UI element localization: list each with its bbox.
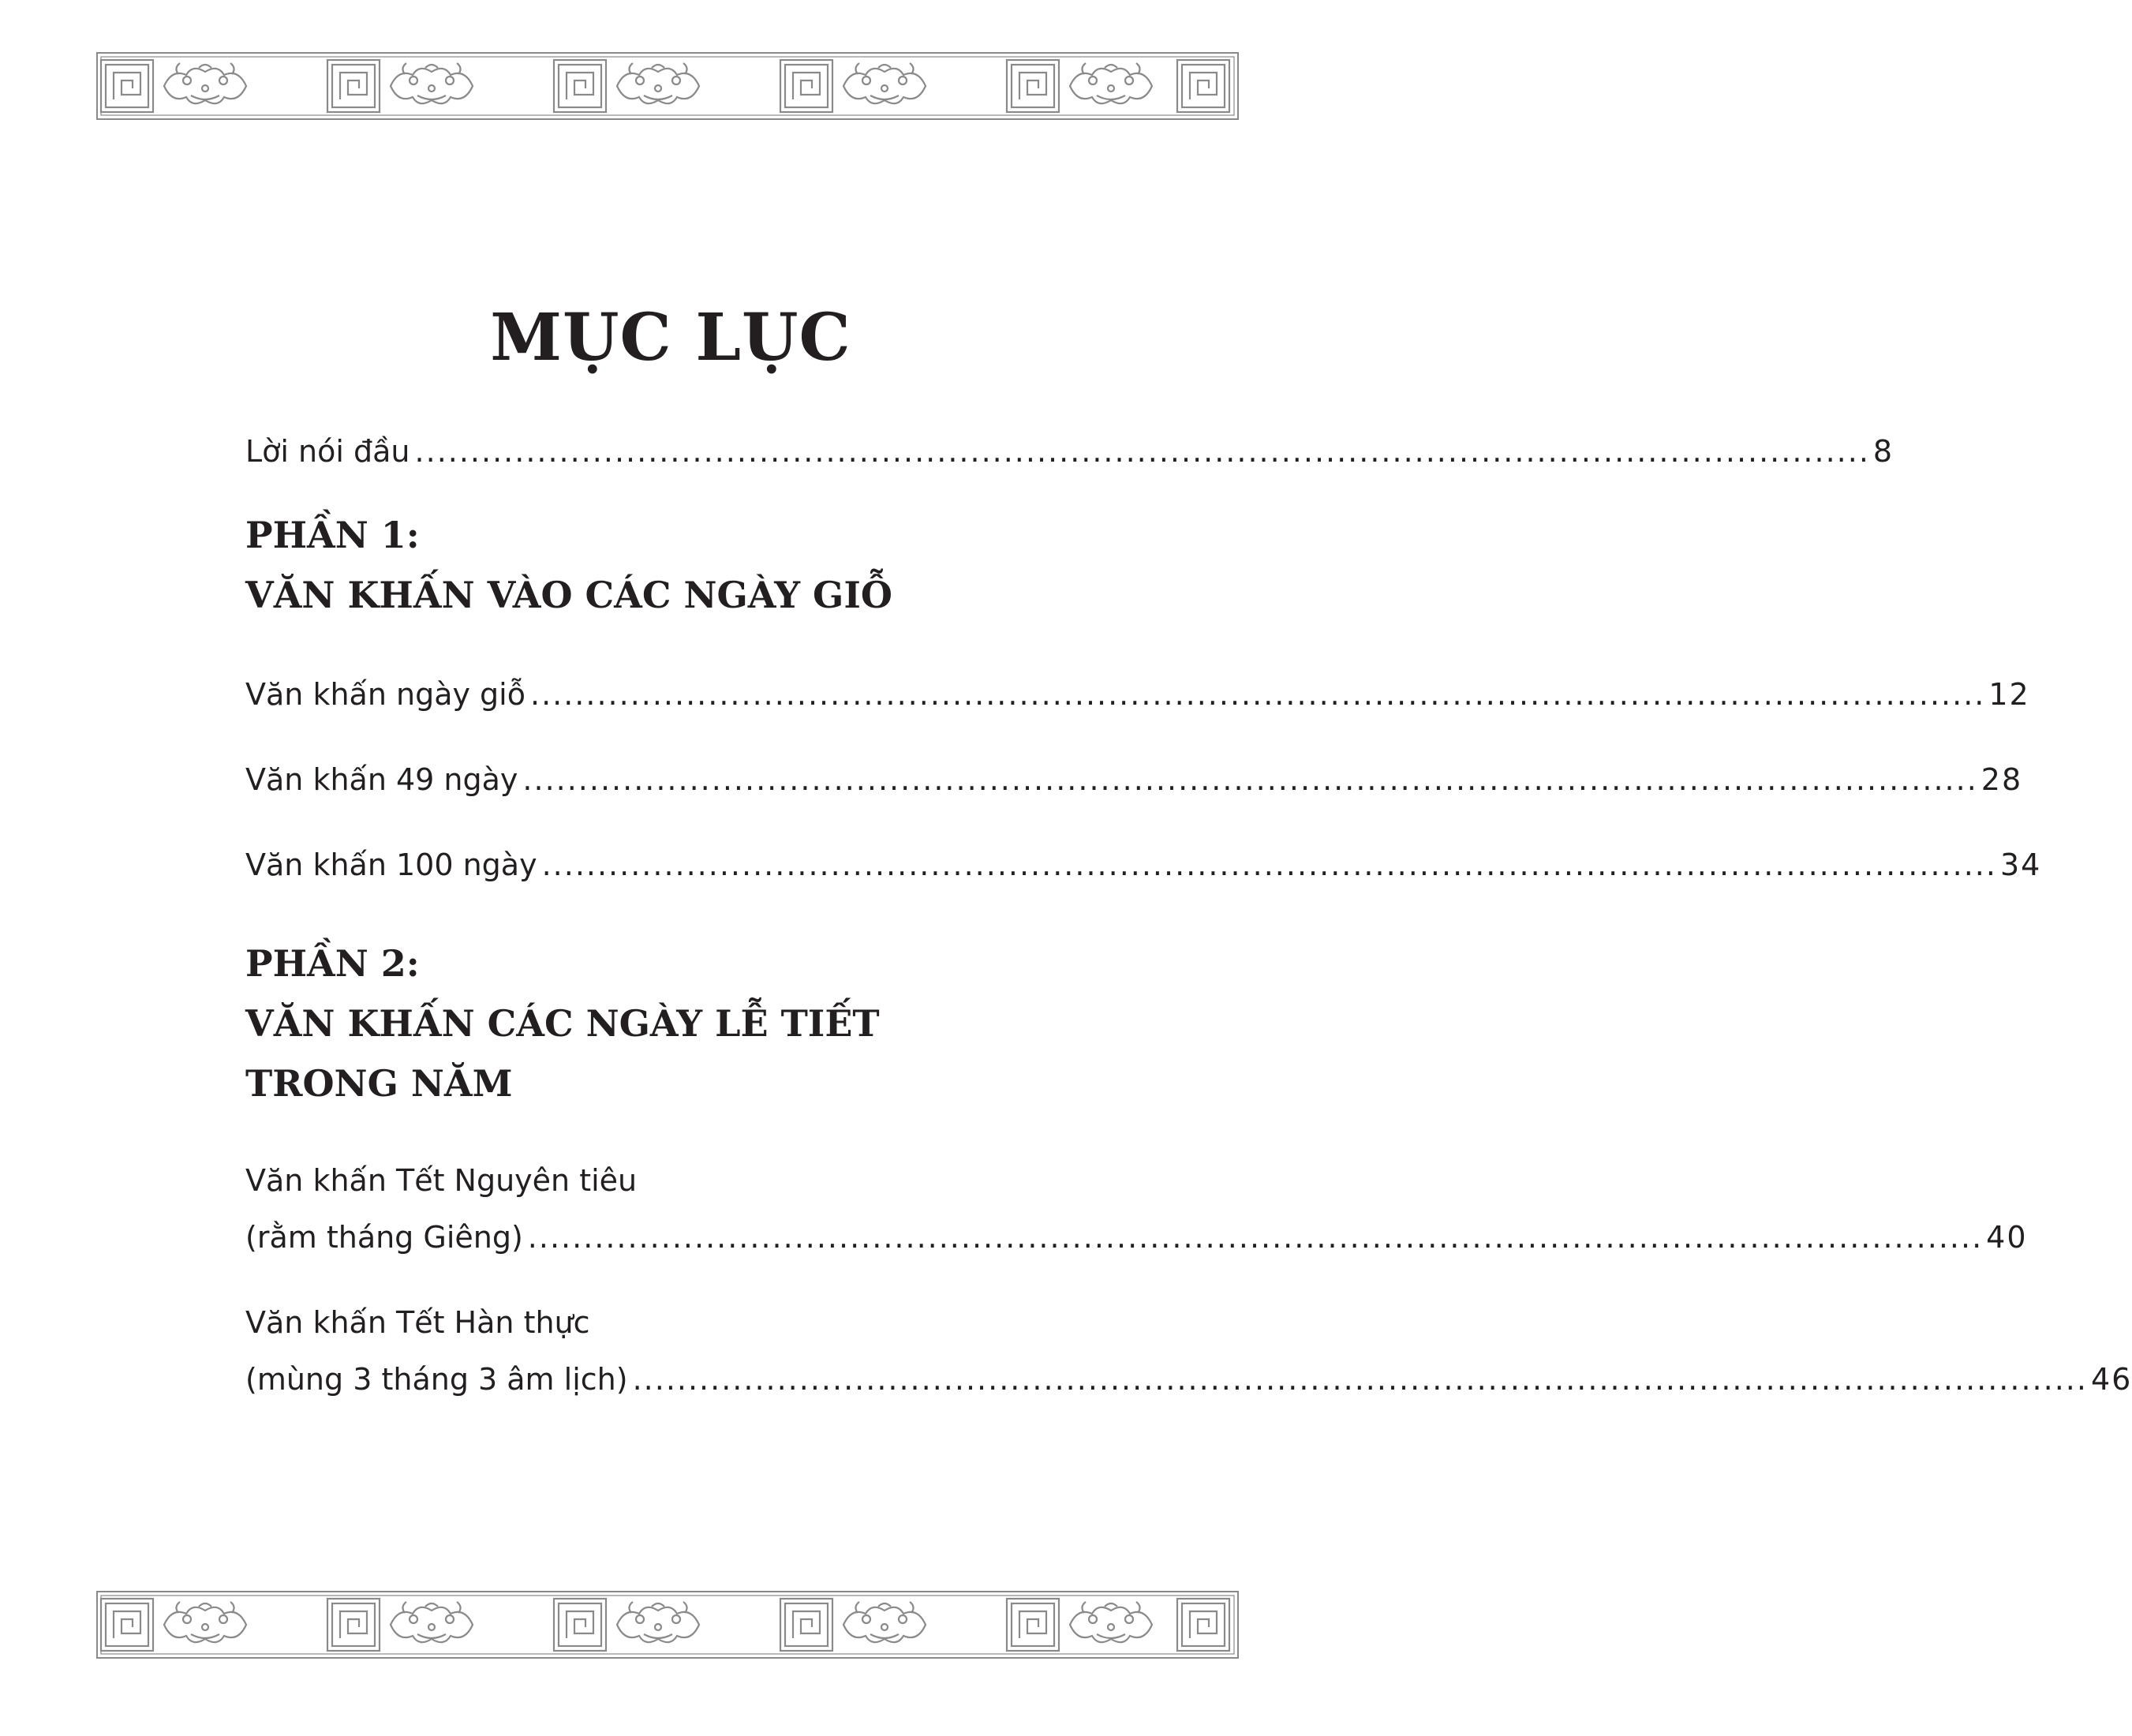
toc-entry-page-number: 40 (1986, 1220, 2028, 1255)
dot-leader: ................................................................................................................................... (632, 1362, 2088, 1397)
part1-heading-line2: VĂN KHẤN VÀO CÁC NGÀY GIỖ (245, 574, 892, 616)
dot-leader: ................................................................................................................................... (527, 1220, 1984, 1255)
toc-entry[interactable] (245, 1362, 2132, 1397)
part2-heading-line1: PHẦN 2: (245, 942, 420, 985)
dot-leader: ................................................................................................................................... (414, 434, 1870, 469)
part2-heading-line2: VĂN KHẤN CÁC NGÀY LỄ TIẾT (245, 1002, 880, 1045)
toc-entry[interactable] (245, 1220, 2028, 1255)
part2-heading (245, 933, 880, 1113)
toc-entry-label: (rằm tháng Giêng) (245, 1220, 523, 1255)
key-pattern-ornament (96, 52, 1239, 120)
toc-entry-label-line1: Văn khấn Tết Hàn thực (245, 1305, 590, 1340)
toc-entry-page-number: 28 (1981, 762, 2023, 797)
key-pattern-ornament (96, 1591, 1239, 1659)
dot-leader: ................................................................................................................................... (541, 847, 1997, 882)
dot-leader: ................................................................................................................................... (529, 677, 1986, 712)
toc-entry-label: (mùng 3 tháng 3 âm lịch) (245, 1362, 628, 1397)
toc-entry-intro[interactable] (245, 434, 1894, 469)
toc-entry-page-number: 34 (1999, 847, 2042, 882)
toc-entry[interactable] (245, 762, 2023, 797)
toc-entry-label: Lời nói đầu (245, 434, 410, 469)
dot-leader: ................................................................................................................................... (522, 762, 1978, 797)
toc-entry-label: Văn khấn 49 ngày (245, 762, 518, 797)
part1-heading-line1: PHẦN 1: (245, 514, 420, 556)
top-ornamental-border (96, 52, 1239, 120)
toc-entry-label: Văn khấn ngày giỗ (245, 677, 526, 712)
toc-entry-page-number: 46 (2090, 1362, 2132, 1397)
toc-entry-page-number: 12 (1988, 677, 2030, 712)
bottom-ornamental-border (96, 1591, 1239, 1659)
toc-entry[interactable] (245, 677, 2030, 712)
toc-entry-label-line1: Văn khấn Tết Nguyên tiêu (245, 1163, 638, 1198)
part1-heading (245, 505, 892, 625)
toc-entry-label: Văn khấn 100 ngày (245, 847, 537, 882)
part2-heading-line3: TRONG NĂM (245, 1062, 513, 1105)
page-title: MỤC LỤC (490, 300, 851, 376)
toc-entry-page-number: 8 (1872, 434, 1894, 469)
toc-entry[interactable] (245, 847, 2042, 882)
